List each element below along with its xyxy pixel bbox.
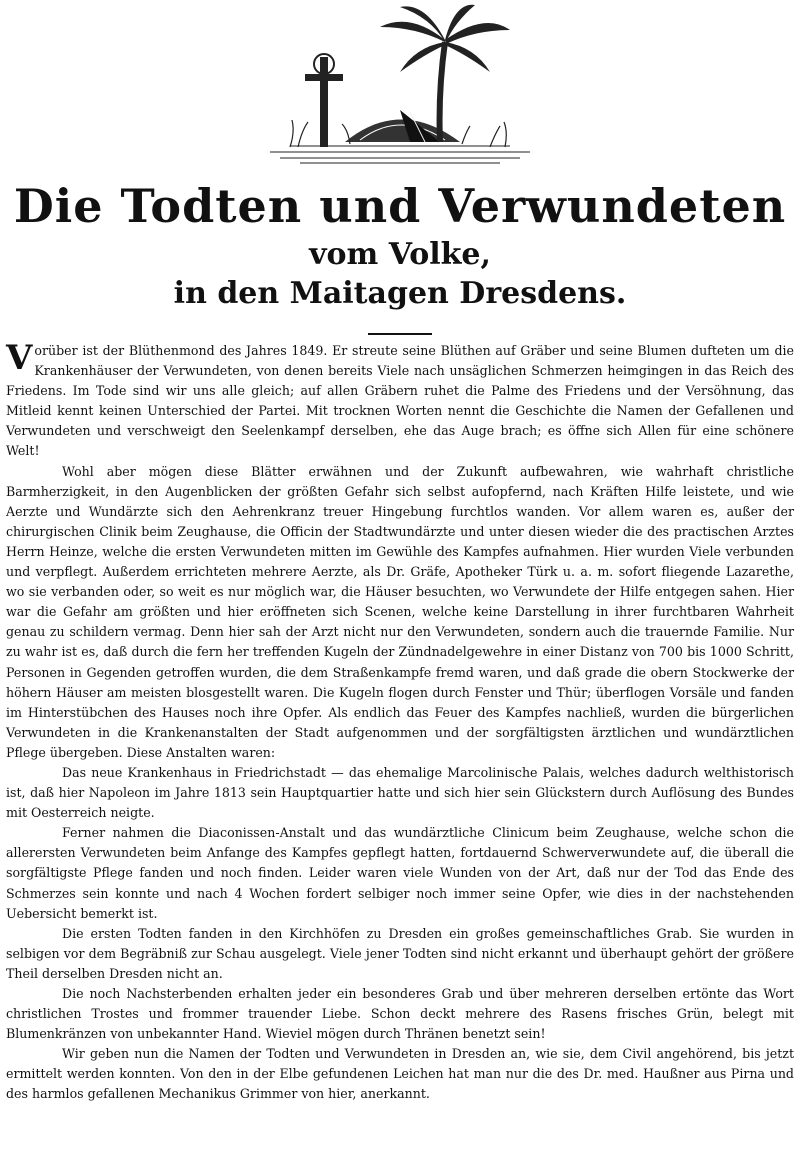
paragraph: Ferner nahmen die Diaconissen-Anstalt und das wundärztliche Clinicum beim Zeughause, welche schon die allerersten Verwundeten beim Anfange des Kampfes gepflegt hatten, fortdauernd Schwerverwundete auf, die überall die sorgfältigste Pflege fanden und noch finden. Leider waren viele Wunden von der Art, daß nur der Tod das Ende des Schmerzes sein konnte und nach 4 Wochen fordert selbiger noch immer seine Opfer, wie dies in der nachstehenden Uebersicht bemerkt ist. [6, 825, 794, 921]
title-divider [368, 333, 432, 335]
paragraph: Wohl aber mögen diese Blätter erwähnen und der Zukunft aufbewahren, wie wahrhaft christliche Barmherzigkeit, in den Augenblicken der größten Gefahr sich selbst aufopfernd, nach Kräften Hilfe leistete, und wie Aerzte und Wundärzte sich den Aehrenkranz treuer Hingebung furchtlos wanden. Vor allem waren es, außer der chirurgischen Clinik beim Zeughause, die Officin der Stadtwundärzte und unter diesen wieder die des practischen Arztes Herrn Heinze, welche die ersten Verwundeten mitten im Gewühle des Kampfes aufnahmen. Hier wurden Viele verbunden und verpflegt. Außerdem errichteten mehrere Aerzte, als Dr. Gräfe, Apotheker Türk u. a. m. sofort fliegende Lazarethe, wo sie verbanden oder, so weit es nur möglich war, die Häuser besuchten, wo Verwundete der Hilfe entgegen sahen. Hier war die Gefahr am größten und hier eröffneten sich Scenen, welche keine Darstellung in ihrer furchtbaren Wahrheit genau zu schildern vermag. Denn hier sah der Arzt nicht nur den Verwundeten, sondern auch die trauernde Familie. Nur zu wahr ist es, daß durch die fern her treffenden Kugeln der Zündnadelgewehre in einer Distanz von 700 bis 1000 Schritt, Personen in Gegenden getroffen wurden, die dem Straßenkampfe fremd waren, und daß grade die obern Stockwerke der höhern Häuser am meisten blosgestellt waren. Die Kugeln flogen durch Fenster und Thür; überflogen Vorsäle und fanden im Hinterstübchen des Hauses noch ihre Opfer. Als endlich das Feuer des Kampfes nachließ, wurden die bürgerlichen Verwundeten in die Krankenanstalten der Stadt aufgenommen und der sorgfältigsten ärztlichen und wundärztlichen Pflege übergeben. Diese Anstalten waren: [6, 463, 794, 760]
page-subtitle: vom Volke, [309, 237, 491, 272]
page-title: Die Todten und Verwundeten [13, 179, 787, 233]
paragraph: Wir geben nun die Namen der Todten und Verwundeten in Dresden an, wie sie, dem Civil angehörend, bis jetzt ermittelt werden konnten. Von den in der Elbe gefundenen Leichen hat man nur die des Dr. med. Haußner aus Pirna und des harmlos gefallenen Mechanikus Grimmer von hier, anerkannt. [6, 1046, 794, 1102]
paragraph: Die noch Nachsterbenden erhalten jeder ein besonderes Grab und über mehreren derselben ertönte das Wort christlichen Trostes und frommer trauender Liebe. Schon deckt mehrere des Rasens frisches Grün, belegt mit Blumenkränzen von unbekannter Hand. Wieviel mögen durch Thränen benetzt sein! [6, 986, 794, 1042]
paragraph [6, 338, 794, 462]
paragraph-text: orüber ist der Blüthenmond des Jahres 1849. Er streute seine Blüthen auf Gräber und seine Blumen dufteten um die Krankenhäuser der Verwundeten, von denen bereits Viele nach unsäglichen Schmerzen heimgingen in das Reich des Friedens. Im Tode sind wir uns alle gleich; auf allen Gräbern ruhet die Palme des Friedens und der Versöhnung, das Mitleid kennt keinen Unterschied der Partei. Mit trocknen Worten nennt die Geschichte die Namen der Gefallenen und Verwundeten und verschweigt den Seelenkampf derselben, ehe das Auge brach; es öffne sich Allen für eine schönere Welt! [6, 343, 794, 459]
drop-cap: V [6, 338, 33, 378]
page-subtitle-secondary: in den Maitagen Dresdens. [173, 276, 627, 311]
memorial-vignette-icon [250, 2, 550, 167]
article-body [6, 338, 794, 1105]
paragraph: Die ersten Todten fanden in den Kirchhöfen zu Dresden ein großes gemeinschaftliches Grab. Sie wurden in selbigen vor dem Begräbniß zur Schau ausgelegt. Viele jener Todten sind nicht erkannt und überhaupt gehört der größere Theil derselben Dresden nicht an. [6, 925, 794, 981]
paragraph: Das neue Krankenhaus in Friedrichstadt — das ehemalige Marcolinische Palais, welches dadurch welthistorisch ist, daß hier Napoleon im Jahre 1813 sein Hauptquartier hatte und sich hier sein Glückstern durch Auflösung des Bundes mit Oesterreich neigte. [6, 764, 794, 821]
